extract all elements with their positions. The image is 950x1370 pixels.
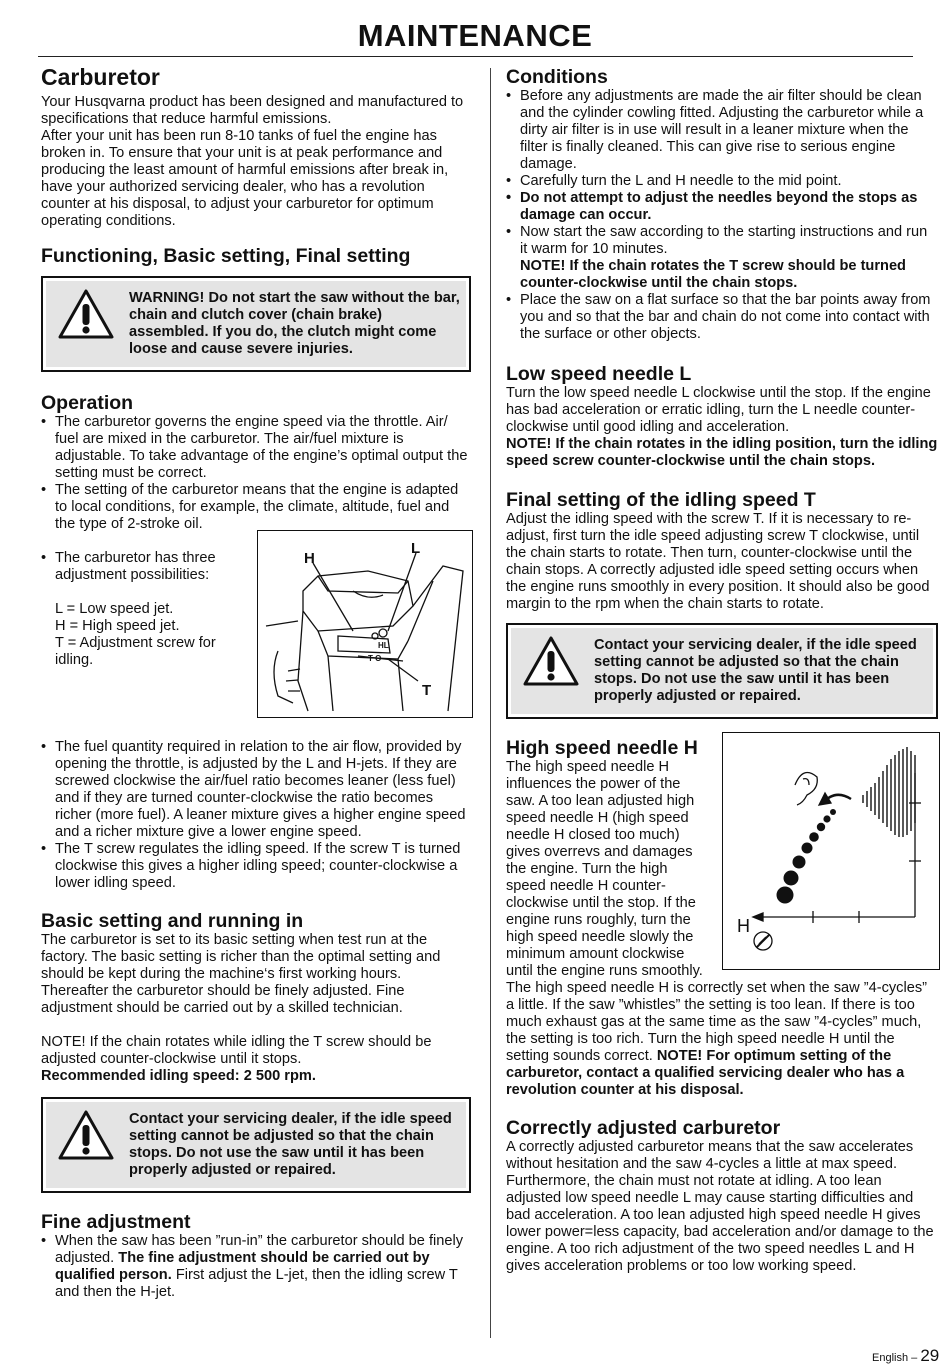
column-divider xyxy=(490,68,491,1338)
warning-triangle-icon xyxy=(522,635,580,687)
right-column xyxy=(506,66,938,1275)
legend-low-speed: L = Low speed jet. xyxy=(55,601,174,617)
footer-separator: – xyxy=(908,1352,921,1364)
fig-label-l: L xyxy=(411,540,421,557)
warning-triangle-icon xyxy=(57,1109,115,1161)
fine-list xyxy=(41,1233,471,1301)
warning-3-text: Contact your servicing dealer, if the idle speed setting cannot be adjusted so that the chain stops. Do not use the saw until it has been properly adjusted or repaired. xyxy=(594,637,917,704)
fig-label-to: T O xyxy=(368,654,382,663)
heading-conditions: Conditions xyxy=(506,66,608,88)
low-paragraph: Turn the low speed needle L clockwise until the stop. If the engine has bad acceleration or erratic idling, turn the L needle counter-clockwise until good idling and acceleration. xyxy=(506,385,931,435)
list-item: • Carefully turn the L and H needle to the mid point. xyxy=(506,173,938,190)
list-item: • Place the saw on a flat surface so that the bar points away from you and so that the bar and chain do not come into contact with the surface or other objects. xyxy=(506,292,938,343)
page-footer xyxy=(872,1346,939,1366)
list-item xyxy=(506,224,938,292)
heading-carburetor: Carburetor xyxy=(41,64,160,90)
list-item xyxy=(41,1233,471,1301)
heading-functioning: Functioning, Basic setting, Final setting xyxy=(41,245,411,267)
high-speed-figure xyxy=(722,732,940,970)
list-item: • The setting of the carburetor means that the engine is adapted to local conditions, for example, the climate, altitude, fuel and the type of 2-stroke oil. xyxy=(41,482,471,533)
title-rule xyxy=(38,56,913,57)
warning-box-3 xyxy=(506,623,938,719)
operation-list xyxy=(41,414,471,533)
heading-fine-adjustment: Fine adjustment xyxy=(41,1211,191,1233)
low-note: NOTE! If the chain rotates in the idling position, turn the idling speed screw counter-clockwise until the chain stops. xyxy=(506,436,938,469)
list-item: • Before any adjustments are made the air filter should be clean and the cylinder cowling fitted. Adjusting the carburetor while a dirty air filter is in use will result in a leaner mixture when the filter is finally cleaned. This can give rise to serious engine damage. xyxy=(506,88,938,173)
warning-2-text: Contact your servicing dealer, if the idle speed setting cannot be adjusted so that the chain stops. Do not use the saw until it has been properly adjusted or repaired. xyxy=(129,1111,452,1178)
heading-low-speed: Low speed needle L xyxy=(506,363,692,385)
warning-box-2 xyxy=(41,1097,471,1193)
recommended-idle: Recommended idling speed: 2 500 rpm. xyxy=(41,1068,316,1084)
heading-final-setting: Final setting of the idling speed T xyxy=(506,489,816,511)
correct-paragraph: A correctly adjusted carburetor means that the saw accelerates without hesitation and the saw 4-cycles a little at max speed. Furthermore, the chain must not rotate at idling. A too lean adjusted low speed needle L may cause starting difficulties and bad acceleration. A too lean adjusted high speed needle H gives lower power=less capacity, bad acceleration and/or damage to the engine. A too rich adjustment of the two speed needles L and H gives acceleration problems or too low working speed. xyxy=(506,1139,934,1274)
heading-correct: Correctly adjusted carburetor xyxy=(506,1117,781,1139)
carburetor-illustration xyxy=(258,531,472,717)
list-item: • The T screw regulates the idling speed. If the screw T is turned clockwise this gives a higher idling speed; counter-clockwise a lower idling speed. xyxy=(41,841,471,892)
basic-paragraph-1: The carburetor is set to its basic setting when test run at the factory. The basic setting is richer than the optimal setting and should be kept during the machine‘s first working hours. Thereafter the carburetor should be finely adjusted. Fine adjustment should be carried out by a skilled technician. xyxy=(41,932,441,1016)
fig-label-h-needle: H xyxy=(737,916,750,936)
warning-triangle-icon xyxy=(57,288,115,340)
high-paragraph-2 xyxy=(506,980,938,1099)
page-number: 29 xyxy=(920,1346,940,1365)
intro-paragraph-2: After your unit has been run 8-10 tanks of fuel the engine has broken in. To ensure that your unit is at peak performance and producing the least amount of harmful emissions after break in, have your authorized servicing dealer, who has a revolution counter at his disposal, to adjust your carburetor for optimum operating conditions. xyxy=(41,128,449,229)
heading-high-speed: High speed needle H xyxy=(506,737,698,759)
fine-text-c: First adjust the L-jet, then the idling screw T and then the H-jet. xyxy=(55,1267,458,1300)
list-item: • The fuel quantity required in relation to the air flow, provided by opening the throttle, is adjusted by the L and H-jets. If they are screwed clockwise the air/fuel ratio becomes leaner (less fuel) and if they are turned counter-clockwise the ratio becomes richer (more fuel). A leaner mixture gives a higher engine speed and a richer mixture give a lower engine speed. xyxy=(41,739,471,841)
page-title: MAINTENANCE xyxy=(357,18,593,53)
list-item: • Do not attempt to adjust the needles beyond the stops as damage can occur. xyxy=(506,190,938,224)
conditions-list xyxy=(506,88,938,343)
fuel-list xyxy=(41,739,471,892)
high-text-a: The high speed needle H is correctly set when the saw ”4-cycles” a little. If the saw ”whistles” the setting is too lean. If there is too much exhaust gas at the same time as the saw ”4-cycles” much, the setting is too rich. Turn the high speed needle H until the setting sounds correct. xyxy=(506,980,927,1064)
intro-paragraph-1: Your Husqvarna product has been designed and manufactured to specifications that reduce harmful emissions. xyxy=(41,94,464,127)
condition-note: NOTE! If the chain rotates the T screw should be turned counter-clockwise until the chain stops. xyxy=(520,258,906,291)
list-item: • The carburetor has three adjustment possibilities: xyxy=(41,550,231,584)
jet-legend xyxy=(41,601,245,669)
fine-text-b: The fine adjustment should be carried out by qualified person. xyxy=(55,1250,430,1283)
warning-box-1 xyxy=(41,276,471,372)
footer-language: English xyxy=(872,1352,909,1364)
basic-paragraph-2: NOTE! If the chain rotates while idling the T screw should be adjusted counter-clockwise until it stops. xyxy=(41,1034,432,1067)
fine-text-a: When the saw has been ”run-in” the carburetor should be finely adjusted. xyxy=(55,1233,464,1266)
warning-1-text: WARNING! Do not start the saw without the bar, chain and clutch cover (chain brake) assembled. If you do, the clutch might come loose and cause severe injuries. xyxy=(129,290,460,357)
condition-start-text: Now start the saw according to the starting instructions and run it warm for 10 minutes. xyxy=(520,224,928,257)
high-speed-diagram xyxy=(723,733,939,969)
heading-operation: Operation xyxy=(41,392,134,414)
fig-label-t: T xyxy=(422,682,432,699)
legend-idle-screw: T = Adjustment screw for idling. xyxy=(55,635,216,668)
high-text-b: NOTE! For optimum setting of the carburetor, contact a qualified servicing dealer who has a revolution counter at his disposal. xyxy=(506,1048,905,1098)
heading-basic-setting: Basic setting and running in xyxy=(41,910,304,932)
list-item: • The carburetor governs the engine speed via the throttle. Air/ fuel are mixed in the carburetor. The air/fuel mixture is adjustable. To take advantage of the engine’s optimal output the setting must be correct. xyxy=(41,414,471,482)
fig-label-hl: HL xyxy=(378,641,389,650)
final-paragraph: Adjust the idling speed with the screw T. If it is necessary to re-adjust, first turn the idle speed adjusting screw T clockwise, until the chain starts to rotate. Then turn, counter-clockwise until the chain stops. A correctly adjusted idle speed setting occurs when the engine runs smoothly in every position. It should also be good margin to the rpm when the chain starts to rotate. xyxy=(506,511,930,612)
legend-high-speed: H = High speed jet. xyxy=(55,618,180,634)
adjustment-list xyxy=(41,550,231,584)
fig-label-h: H xyxy=(304,550,315,567)
high-paragraph-1: The high speed needle H influences the power of the saw. A too lean adjusted high speed needle H (high speed needle H closed too much) gives overrevs and damages the engine. Turn the high speed needle H counter-clockwise until the stop. If the engine runs roughly, turn the high speed needle slowly the minimum amount clockwise until the engine runs smoothly. xyxy=(506,759,703,979)
carburetor-figure xyxy=(257,530,473,718)
